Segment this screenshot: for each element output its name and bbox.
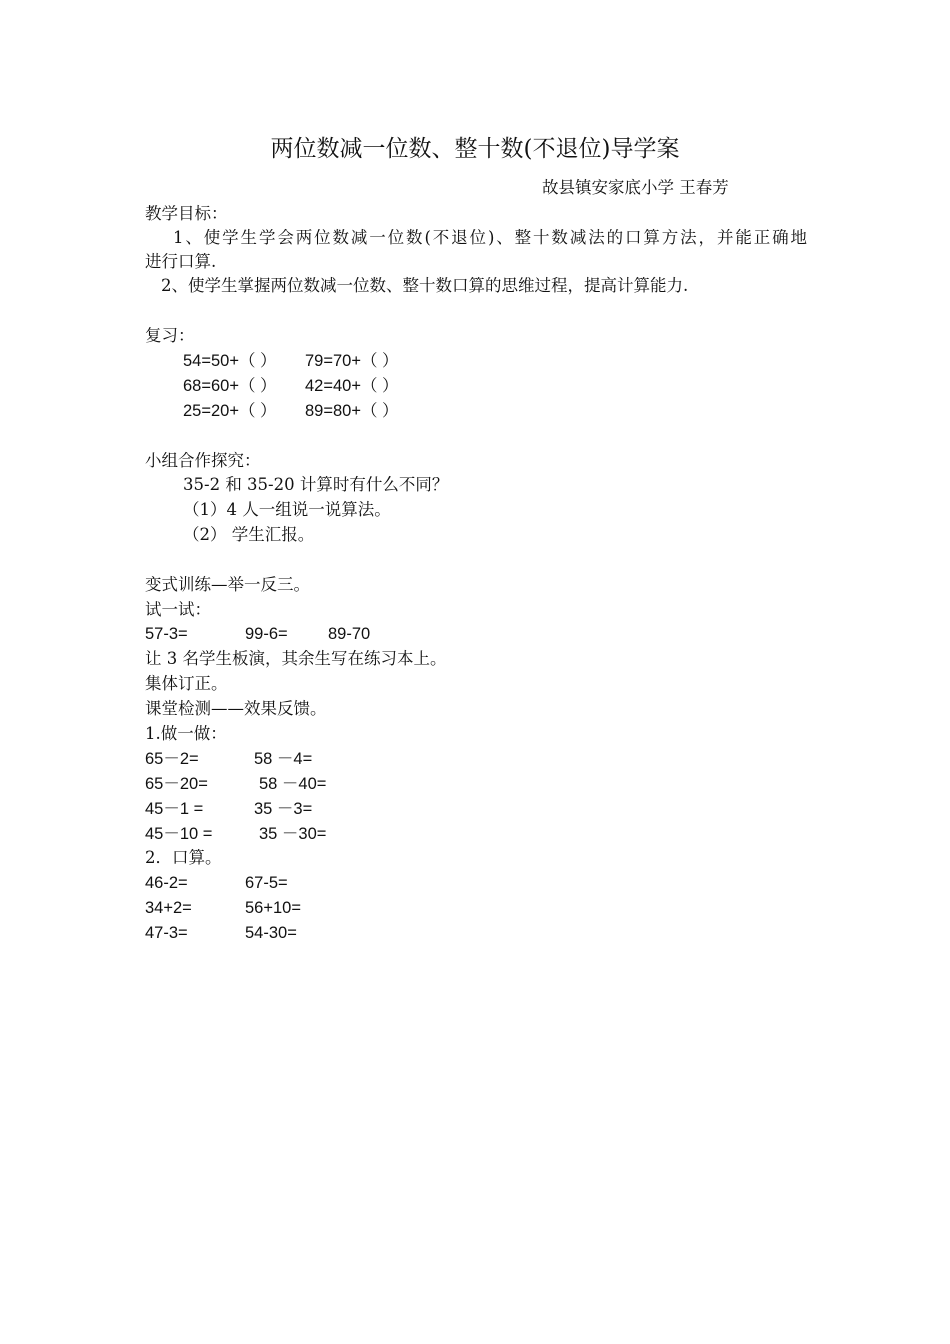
try-problem: 57-3= (145, 625, 188, 643)
author-line: 故县镇安家底小学 王春芳 (542, 178, 729, 197)
exercise-item: 58 －4= (254, 750, 313, 768)
exercise-item: 58 －40= (259, 775, 327, 793)
mental-math-item: 54-30= (245, 924, 297, 942)
review-item: 79=70+（ ） (305, 352, 399, 370)
practice-heading: 变式训练—举一反三。 (145, 575, 310, 594)
check-heading: 课堂检测——效果反馈。 (145, 699, 327, 718)
group-heading: 小组合作探究： (145, 451, 261, 470)
group-step-2: （2） 学生汇报。 (183, 525, 315, 544)
review-item: 54=50+（ ） (183, 352, 277, 370)
part-1-label: 1.做一做： (145, 724, 227, 743)
review-item: 68=60+（ ） (183, 377, 277, 395)
exercise-item: 45－1 = (145, 800, 204, 818)
part-2-label: 2．口算。 (145, 848, 222, 867)
board-note: 让 3 名学生板演，其余生写在练习本上。 (145, 649, 447, 668)
mental-math-item: 67-5= (245, 874, 288, 892)
review-item: 25=20+（ ） (183, 402, 277, 420)
correction-note: 集体订正。 (145, 674, 228, 693)
review-heading: 复习： (145, 326, 195, 345)
objective-1-line-2: 进行口算. (145, 252, 217, 271)
exercise-item: 35 －3= (254, 800, 313, 818)
mental-math-item: 34+2= (145, 899, 192, 917)
mental-math-item: 46-2= (145, 874, 188, 892)
review-item: 42=40+（ ） (305, 377, 399, 395)
exercise-item: 65－20= (145, 775, 208, 793)
objectives-heading: 教学目标： (145, 204, 228, 223)
group-question: 35-2 和 35-20 计算时有什么不同？ (183, 475, 449, 494)
review-item: 89=80+（ ） (305, 402, 399, 420)
try-label: 试一试： (145, 600, 211, 619)
exercise-item: 35 －30= (259, 825, 327, 843)
document-title: 两位数减一位数、整十数(不退位)导学案 (270, 136, 680, 162)
exercise-item: 65－2= (145, 750, 199, 768)
objective-2: 2、使学生掌握两位数减一位数、整十数口算的思维过程，提高计算能力. (161, 276, 689, 295)
objective-1-line-1: 1、使学生学会两位数减一位数(不退位)、整十数减法的口算方法，并能正确地 (173, 228, 807, 247)
try-problem: 99-6= (245, 625, 288, 643)
group-step-1: （1）4 人一组说一说算法。 (183, 500, 391, 519)
try-problem: 89-70 (328, 625, 371, 643)
mental-math-item: 56+10= (245, 899, 301, 917)
mental-math-item: 47-3= (145, 924, 188, 942)
exercise-item: 45－10 = (145, 825, 213, 843)
